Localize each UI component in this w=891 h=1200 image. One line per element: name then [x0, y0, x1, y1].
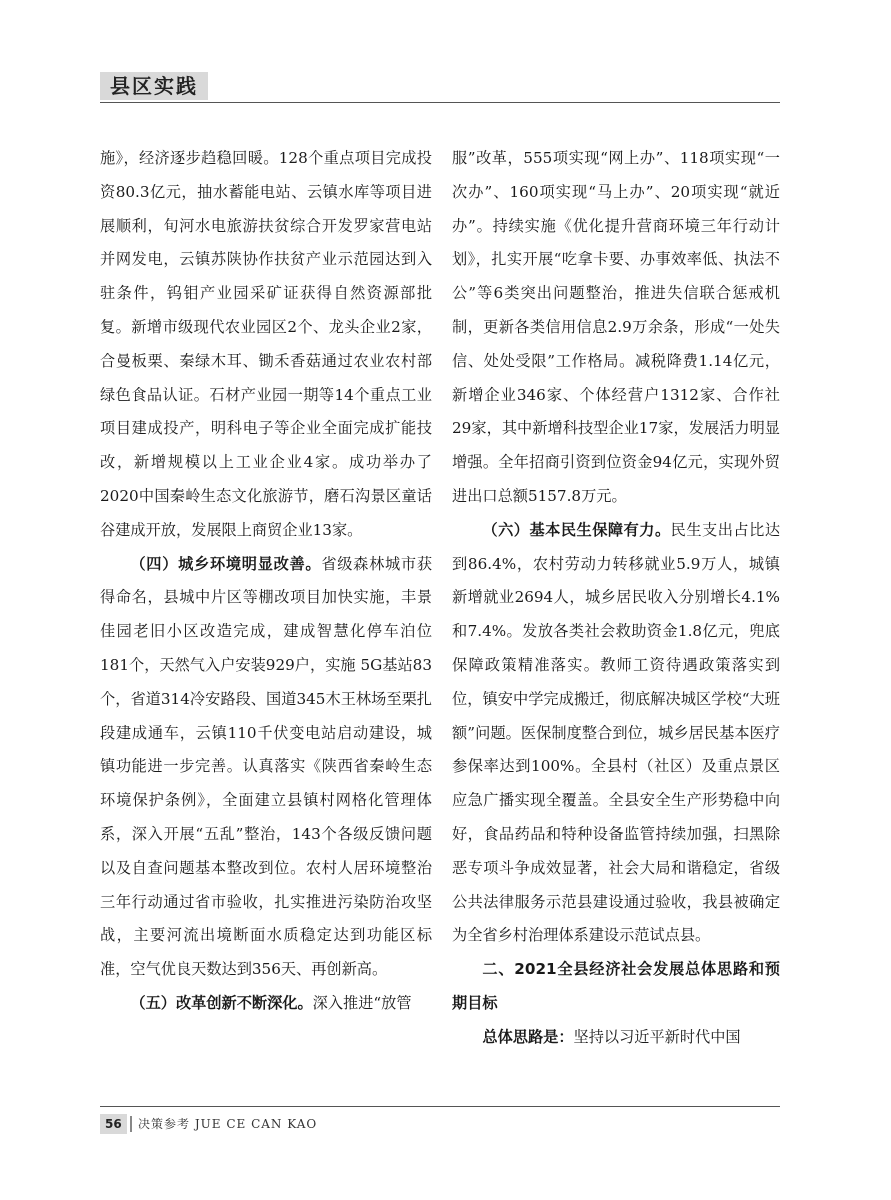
paragraph: 服”改革，555项实现“网上办”、118项实现“一次办”、160项实现“马上办”、20项实现“就近办”。持续实施《优化提升营商环境三年行动计划》，扎实开展“吃拿卡要、办事效率低、执法不公”等6类突出问题整治，推进失信联合惩戒机制，更新各类信用信息2.9万余条，形成“一处失信、处处受限”工作格局。减税降费1.14亿元，新增企业346家、个体经营户1312家、合作社29家，其中新增科技型企业17家，发展活力明显增强。全年招商引资到位资金94亿元，实现外贸进出口总额5157.8万元。	[452, 149, 780, 505]
paragraph	[452, 514, 780, 953]
right-column	[452, 142, 780, 1055]
paragraph	[452, 1021, 780, 1055]
page-header	[100, 72, 780, 106]
left-column	[100, 142, 432, 1021]
section-heading: 二、2021全县经济社会发展总体思路和预期目标	[452, 960, 780, 1012]
subsection-heading: 总体思路是：	[482, 1027, 574, 1046]
journal-name: 决策参考 JUE CE CAN KAO	[138, 1117, 318, 1131]
footer-separator	[130, 1116, 132, 1132]
paragraph-text: 坚持以习近平新时代中国	[573, 1027, 741, 1046]
section-tag: 县区实践	[100, 72, 208, 100]
subsection-heading: （五）改革创新不断深化。	[130, 993, 313, 1012]
paragraph-text: 省级森林城市获得命名，县城中片区等棚改项目加快实施，丰景佳园老旧小区改造完成，建成智慧化停车泊位181个，天然气入户安装929户，实施 5G基站83个，省道314冷安路段、国道345木王林场至栗扎段建成通车，云镇110千伏变电站启动建设，城镇功能进一步完善。认真落实《陕西省秦岭生态环境保护条例》，全面建立县镇村网格化管理体系，深入开展“五乱”整治，143个各级反馈问题以及自查问题基本整改到位。农村人居环境整治三年行动通过省市验收，扎实推进污染防治攻坚战，主要河流出境断面水质稳定达到功能区标准，空气优良天数达到356天、再创新高。	[100, 554, 433, 979]
paragraph: 施》，经济逐步趋稳回暖。128个重点项目完成投资80.3亿元，抽水蓄能电站、云镇水库等项目进展顺利，旬河水电旅游扶贫综合开发罗家营电站并网发电，云镇苏陕协作扶贫产业示范园达到入驻条件，钨钼产业园采矿证获得自然资源部批复。新增市级现代农业园区2个、龙头企业2家，合曼板栗、秦绿木耳、锄禾香菇通过农业农村部绿色食品认证。石材产业园一期等14个重点工业项目建成投产，明科电子等企业全面完成扩能技改，新增规模以上工业企业4家。成功举办了2020中国秦岭生态文化旅游节，磨石沟景区童话谷建成开放，发展限上商贸企业13家。	[100, 149, 432, 539]
page-footer	[100, 1106, 780, 1138]
paragraph-text: 民生支出占比达到86.4%，农村劳动力转移就业5.9万人，城镇新增就业2694人，城乡居民收入分别增长4.1%和7.4%。发放各类社会救助资金1.8亿元，兜底保障政策精准落实。教师工资待遇政策落实到位，镇安中学完成搬迁，彻底解决城区学校“大班额”问题。医保制度整合到位，城乡居民基本医疗参保率达到100%。全县村（社区）及重点景区应急广播实现全覆盖。全县安全生产形势稳中向好，食品药品和特种设备监管持续加强，扫黑除恶专项斗争成效显著，社会大局和谐稳定，省级公共法律服务示范县建设通过验收，我县被确定为全省乡村治理体系建设示范试点县。	[452, 520, 781, 945]
paragraph	[100, 548, 432, 987]
subsection-heading: （四）城乡环境明显改善。	[130, 554, 322, 573]
paragraph	[100, 987, 432, 1021]
footer-rule	[100, 1106, 780, 1107]
header-rule	[100, 102, 780, 103]
subsection-heading: （六）基本民生保障有力。	[482, 520, 671, 539]
page-number: 56	[100, 1114, 127, 1134]
paragraph-text: 深入推进“放管	[312, 993, 412, 1012]
